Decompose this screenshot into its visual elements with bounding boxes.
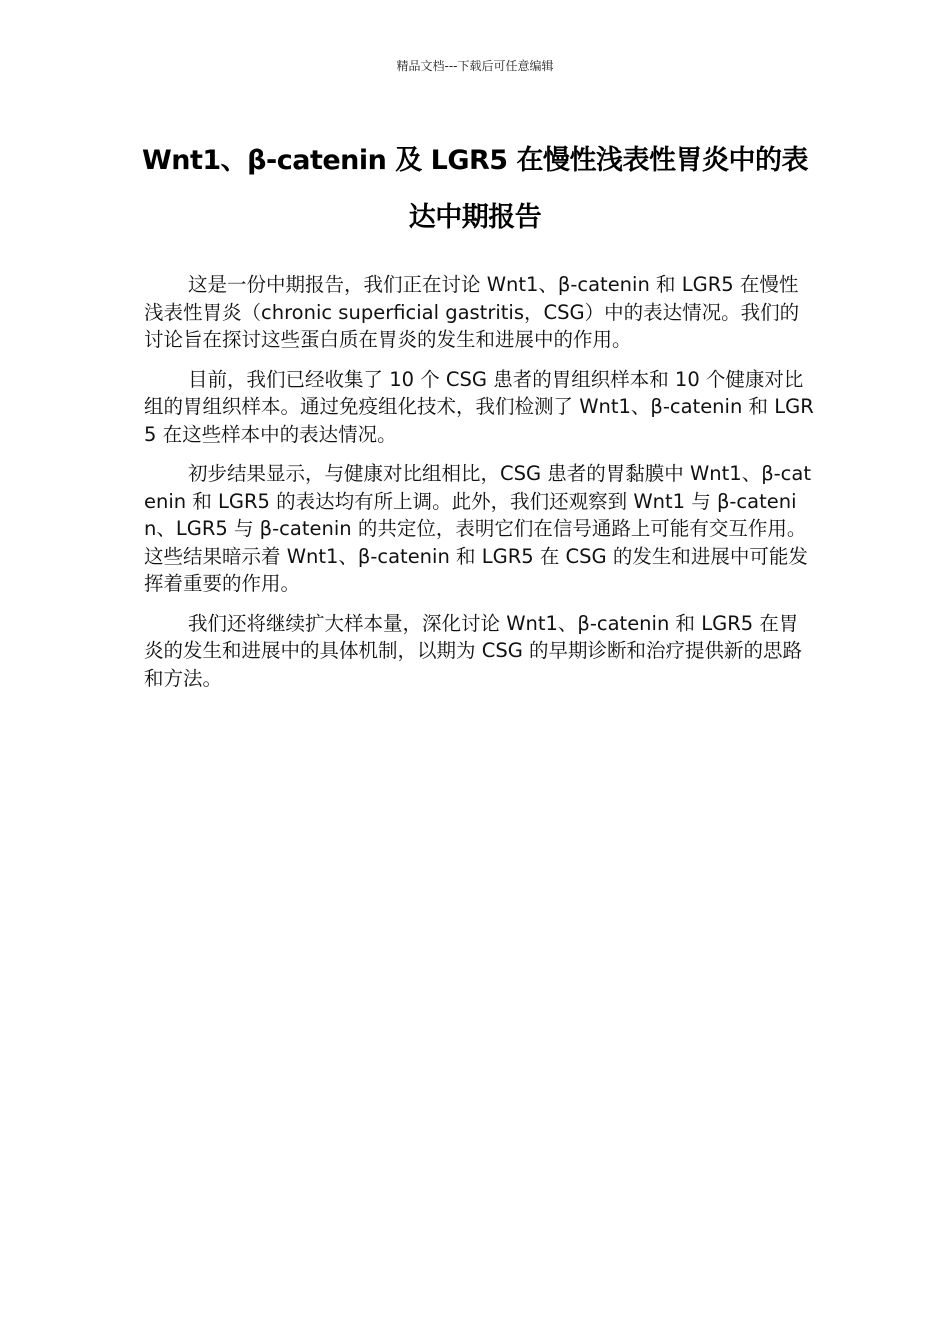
document-title: Wnt1、β-catenin 及 LGR5 在慢性浅表性胃炎中的表达中期报告 (141, 145, 808, 233)
paragraph-3: 初步结果显示，与健康对比组相比，CSG 患者的胃黏膜中 Wnt1、β-catenin 和 LGR5 的表达均有所上调。此外，我们还观察到 Wnt1 与 β-catenin、LGR5 与 β-catenin 的共定位，表明它们在信号通路上可能有交互作用。这些结果暗示着 Wnt1、β-catenin 和 LGR5 在 CSG 的发生和进展中可能发挥着重要的作用。 (144, 462, 811, 595)
paragraph-2: 目前，我们已经收集了 10 个 CSG 患者的胃组织样本和 10 个健康对比组的胃组织样本。通过免疫组化技术，我们检测了 Wnt1、β-catenin 和 LGR5 在这些样本中的表达情况。 (144, 367, 814, 446)
header-note: 精品文档---下载后可任意编辑 (396, 59, 554, 73)
document-body (144, 271, 816, 704)
paragraph-1: 这是一份中期报告，我们正在讨论 Wnt1、β-catenin 和 LGR5 在慢性浅表性胃炎（chronic superficial gastritis，CSG）中的表达情况。我们的讨论旨在探讨这些蛋白质在胃炎的发生和进展中的作用。 (144, 273, 800, 351)
paragraph-4: 我们还将继续扩大样本量，深化讨论 Wnt1、β-catenin 和 LGR5 在胃炎的发生和进展中的具体机制，以期为 CSG 的早期诊断和治疗提供新的思路和方法。 (144, 611, 803, 690)
